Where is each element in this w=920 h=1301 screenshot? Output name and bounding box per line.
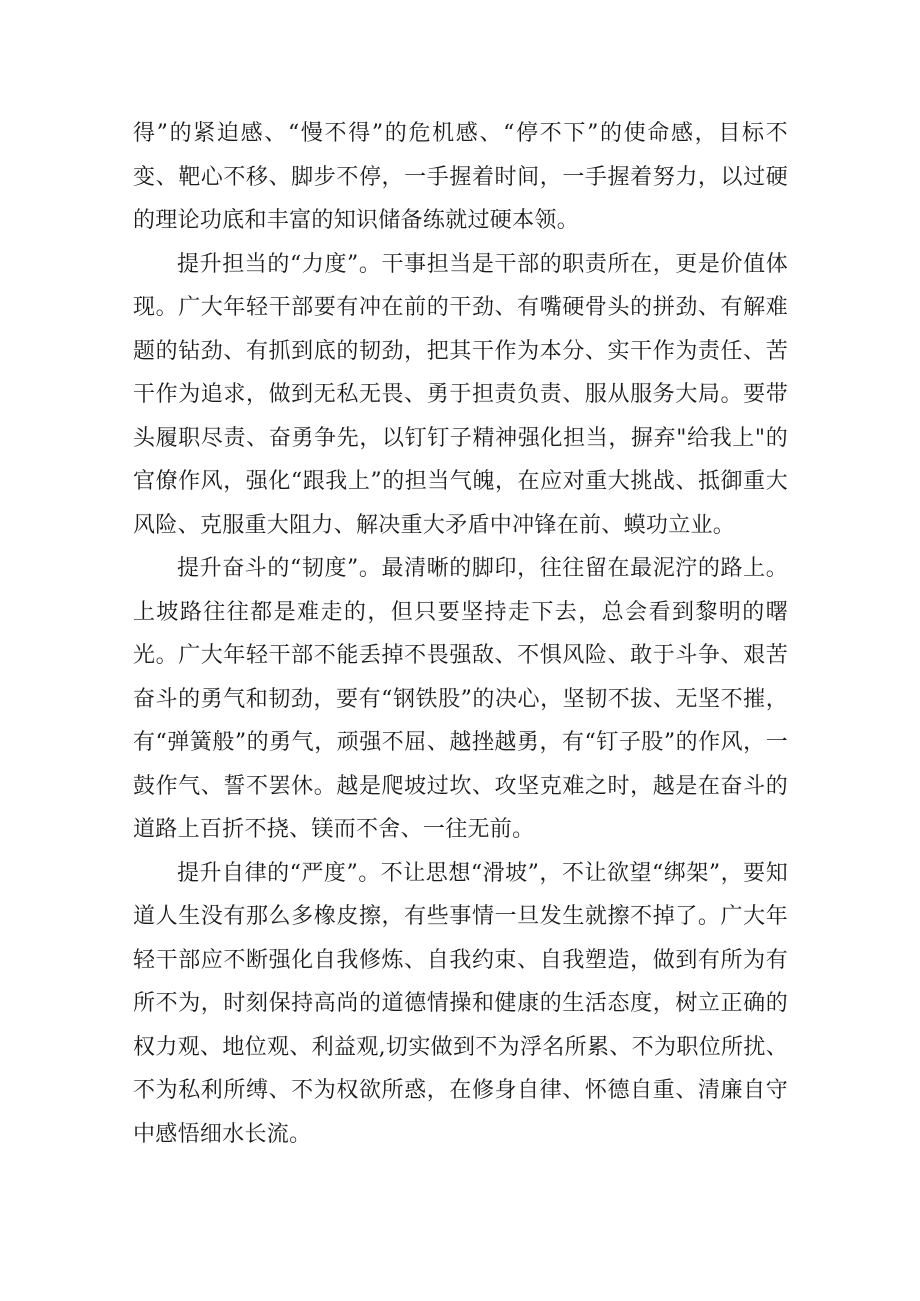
paragraph-self-discipline: 提升自律的“严度”。不让思想“滑坡”，不让欲望“绑架”，要知道人生没有那么多橡皮擦，有些事情一旦发生就擦不掉了。广大年轻干部应不断强化自我修炼、自我约束、自我塑造，做到有所为有所不为，时刻保持高尚的道德情操和健康的生活态度，树立正确的权力观、地位观、利益观,切实做到不为浮名所累、不为职位所扰、不为私利所缚、不为权欲所惑，在修身自律、怀德自重、清廉自守中感悟细水长流。 — [133, 860, 788, 1147]
document-body — [133, 112, 788, 1156]
paragraph-continuation: 得”的紧迫感、“慢不得”的危机感、“停不下”的使命感，目标不变、靶心不移、脚步不停，一手握着时间，一手握着努力，以过硬的理论功底和丰富的知识储备练就过硬本领。 — [133, 121, 788, 233]
paragraph-perseverance: 提升奋斗的“韧度”。最清晰的脚印，往往留在最泥泞的路上。上坡路往往都是难走的，但只要坚持走下去，总会看到黎明的曙光。广大年轻干部不能丢掉不畏强敌、不惧风险、敢于斗争、艰苦奋斗的勇气和韧劲，要有“钢铁股”的决心，坚韧不拔、无坚不摧，有“弹簧般”的勇气，顽强不屈、越挫越勇，有“钉子股”的作风，一鼓作气、誓不罢休。越是爬坡过坎、攻坚克难之时，越是在奋斗的道路上百折不挠、镁而不舍、一往无前。 — [133, 556, 788, 842]
paragraph-responsibility: 提升担当的“力度”。干事担当是干部的职责所在，更是价值体现。广大年轻干部要有冲在前的干劲、有嘴硬骨头的拼劲、有解难题的钻劲、有抓到底的韧劲，把其干作为本分、实干作为责任、苦干作为追求，做到无私无畏、勇于担责负责、服从服务大局。要带头履职尽责、奋勇争先，以钉钉子精神强化担当，摒弃"给我上"的官僚作风，强化“跟我上”的担当气魄，在应对重大挑战、抵御重大风险、克服重大阻力、解决重大矛盾中冲锋在前、蟆功立业。 — [133, 251, 788, 538]
